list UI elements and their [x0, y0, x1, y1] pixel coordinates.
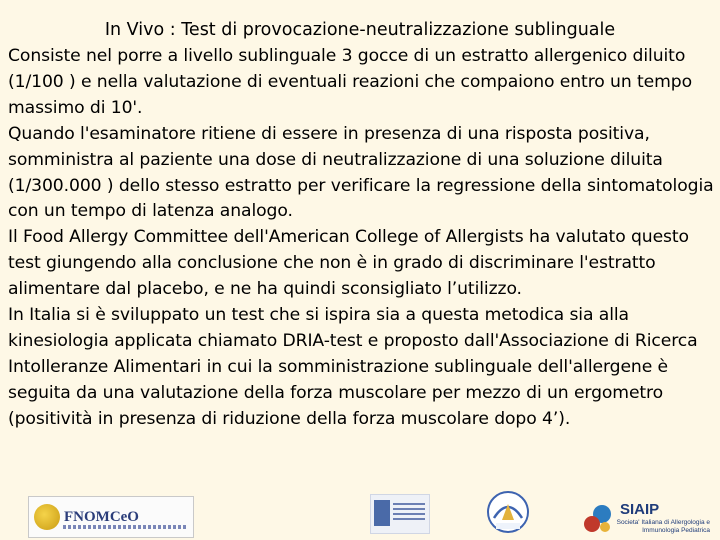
paragraph-committee: Il Food Allergy Committee dell'American College of Allergists ha valutato questo test giungendo alla conclusione che non è in grado di discriminare l'estratto alimentare dal placebo, e ne ha quindi sconsigliato l’utilizzo.: [8, 227, 689, 300]
society-text-lines: [393, 503, 425, 523]
fnomceo-logo: [28, 496, 194, 538]
fnomceo-logo-text: FNOMCeO: [64, 509, 139, 525]
society-logo: [370, 494, 430, 534]
siaip-logo-name: SIAIP: [620, 501, 660, 518]
paragraph-procedure: Consiste nel porre a livello sublinguale 3 gocce di un estratto allergenico diluito (1/100 ) e nella valutazione di eventuali reazioni che compaiono entro un tempo massimo di 10'.: [8, 46, 692, 118]
siaip-emblem-icon: [580, 502, 616, 536]
logo-bar: [0, 488, 720, 540]
fnomceo-emblem-icon: [34, 504, 60, 530]
aito-logo: [484, 490, 532, 536]
society-emblem-icon: [374, 500, 390, 526]
fnomceo-subtitle-lines: [63, 525, 188, 529]
siaip-logo: [580, 502, 710, 536]
slide-title: In Vivo : Test di provocazione-neutralizzazione sublinguale: [104, 20, 616, 40]
siaip-logo-subtitle: Societa' Italiana di Allergologia e Immunologia Pediatrica: [616, 519, 710, 534]
slide-body: [8, 44, 714, 433]
aito-emblem-icon: [484, 490, 532, 536]
paragraph-neutralization: Quando l'esaminatore ritiene di essere in presenza di una risposta positiva, somministra al paziente una dose di neutralizzazione di una soluzione diluita (1/300.000 ) dello stesso estratto per verificare la regressione della sintomatologia con un tempo di latenza analogo.: [8, 123, 714, 222]
paragraph-dria-test: In Italia si è sviluppato un test che si ispira sia a questa metodica sia alla kinesiologia applicata chiamato DRIA-test e proposto dall'Associazione di Ricerca Intolleranze Alimentari in cui la somministrazione sublinguale dell'allergene è seguita da una valutazione della forza muscolare per mezzo di un ergometro (positività in presenza di riduzione della forza muscolare dopo 4’).: [8, 305, 698, 429]
